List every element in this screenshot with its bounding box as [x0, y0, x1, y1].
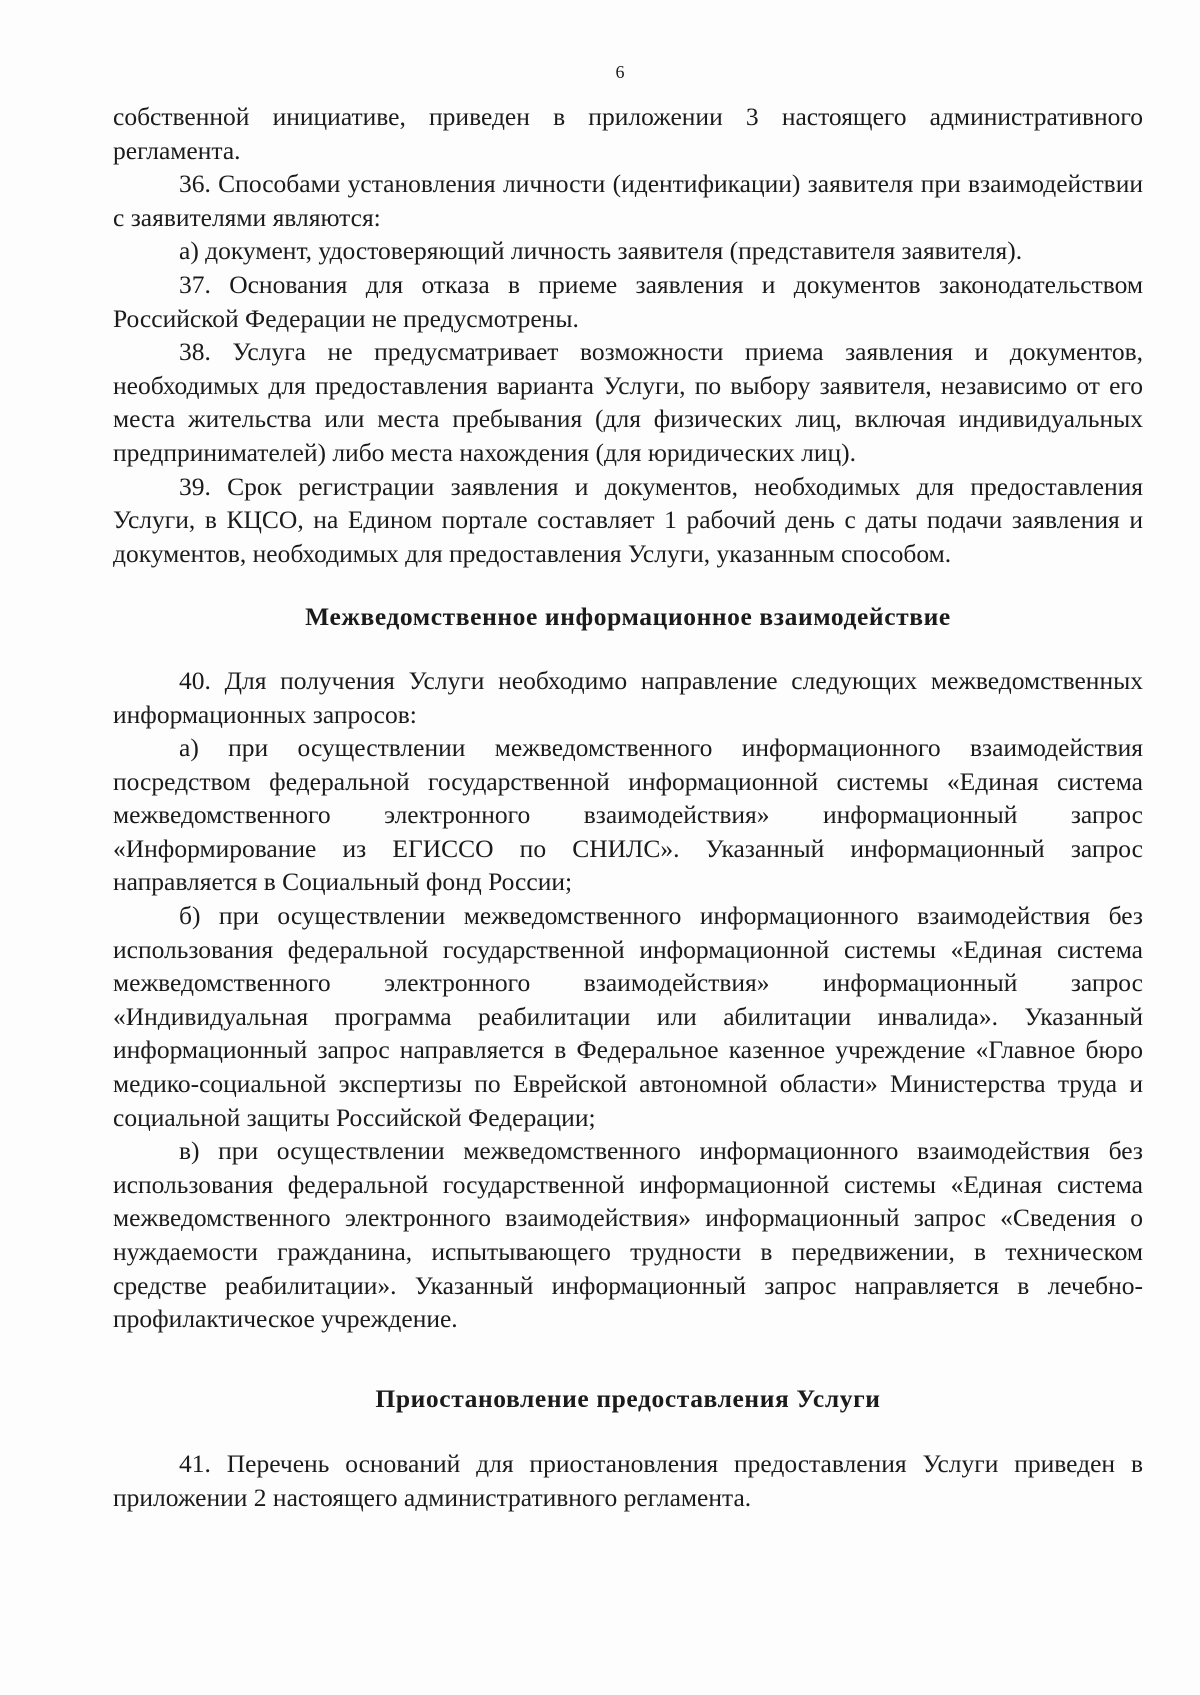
paragraph-39: 39. Срок регистрации заявления и документов, необходимых для предоставления Услуги, в КЦСО, на Едином портале составляет 1 рабочий день с даты подачи заявления и документов, необходимых для предоставления Услуги, указанным способом.	[113, 471, 1143, 568]
document-body	[113, 100, 1143, 1515]
paragraph-36-item-a: а) документ, удостоверяющий личность заявителя (представителя заявителя).	[179, 236, 1023, 266]
page-number: 6	[615, 62, 625, 82]
paragraph-40-item-b: б) при осуществлении межведомственного информационного взаимодействия без использования федеральной государственной информационной системы «Единая система межведомственного электронного взаимодействия» информационный запрос «Индивидуальная программа реабилитации или абилитации инвалида». Указанный информационный запрос направляется в Федеральное казенное учреждение «Главное бюро медико-социальной экспертизы по Еврейской автономной области» Министерства труда и социальной защиты Российской Федерации;	[113, 901, 1143, 1132]
paragraph-36: 36. Способами установления личности (идентификации) заявителя при взаимодействии с заявителями являются:	[113, 169, 1143, 232]
section-heading-interagency: Межведомственное информационное взаимодействие	[305, 602, 951, 632]
paragraph-40-item-a: а) при осуществлении межведомственного информационного взаимодействия посредством федеральной государственной информационной системы «Единая система межведомственного электронного взаимодействия» информационный запрос «Информирование из ЕГИССО по СНИЛС». Указанный информационный запрос направляется в Социальный фонд России;	[113, 733, 1143, 897]
paragraph-40-item-c: в) при осуществлении межведомственного информационного взаимодействия без использования федеральной государственной информационной системы «Единая система межведомственного электронного взаимодействия» информационный запрос «Сведения о нуждаемости гражданина, испытывающего трудности в передвижении, в техническом средстве реабилитации». Указанный информационный запрос направляется в лечебно-профилактическое учреждение.	[113, 1136, 1143, 1334]
paragraph-40: 40. Для получения Услуги необходимо направление следующих межведомственных информационных запросов:	[113, 665, 1143, 729]
paragraph-41: 41. Перечень оснований для приостановления предоставления Услуги приведен в приложении 2 настоящего административного регламента.	[113, 1449, 1143, 1512]
paragraph-37: 37. Основания для отказа в приеме заявления и документов законодательством Российской Федерации не предусмотрены.	[113, 269, 1143, 333]
paragraph-38: 38. Услуга не предусматривает возможности приема заявления и документов, необходимых для предоставления варианта Услуги, по выбору заявителя, независимо от его места жительства или места пребывания (для физических лиц, включая индивидуальных предпринимателей) либо места нахождения (для юридических лиц).	[113, 337, 1143, 467]
section-heading-suspension: Приостановление предоставления Услуги	[375, 1383, 881, 1413]
paragraph-continuation: собственной инициативе, приведен в приложении 3 настоящего административного регламента.	[113, 102, 1143, 165]
